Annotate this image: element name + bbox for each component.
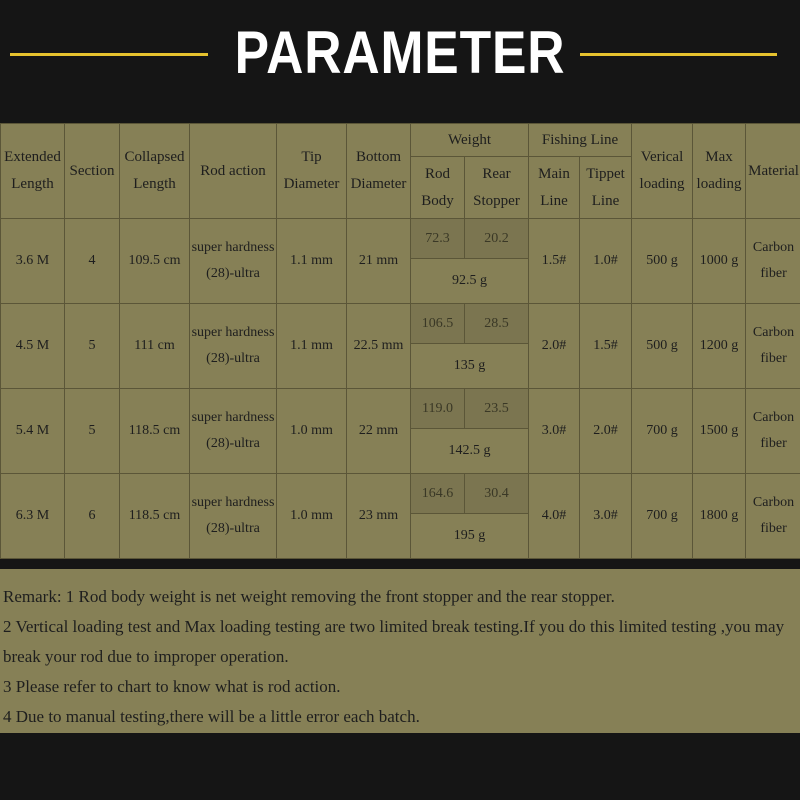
- cell-main-line: 3.0#: [529, 389, 580, 474]
- header-bottom-diameter: Bottom Diameter: [347, 124, 411, 219]
- cell-section: 4: [65, 219, 120, 304]
- cell-main-line: 1.5#: [529, 219, 580, 304]
- cell-main-line: 2.0#: [529, 304, 580, 389]
- cell-vertical-loading: 500 g: [632, 304, 693, 389]
- cell-tip-diameter: 1.1 mm: [277, 304, 347, 389]
- header-rear-stopper: Rear Stopper: [465, 157, 529, 219]
- table-row: [1, 219, 800, 259]
- header-main-line: Main Line: [529, 157, 580, 219]
- cell-max-loading: 1800 g: [693, 474, 746, 559]
- cell-rod-action: super hardness (28)-ultra: [190, 474, 277, 559]
- header-rod-body: Rod Body: [411, 157, 465, 219]
- header-tip-diameter: Tip Diameter: [277, 124, 347, 219]
- cell-material: Carbon fiber: [746, 474, 800, 559]
- header-max-loading: Max loading: [693, 124, 746, 219]
- cell-tip-diameter: 1.0 mm: [277, 474, 347, 559]
- cell-tippet-line: 1.5#: [580, 304, 632, 389]
- cell-rod-body: 164.6: [411, 474, 465, 514]
- header-fishing-line: Fishing Line: [529, 124, 632, 157]
- parameter-table-container: [0, 123, 800, 559]
- remark-line: 4 Due to manual testing,there will be a little error each batch.: [3, 707, 420, 726]
- cell-material: Carbon fiber: [746, 389, 800, 474]
- cell-section: 5: [65, 304, 120, 389]
- cell-tippet-line: 1.0#: [580, 219, 632, 304]
- cell-section: 6: [65, 474, 120, 559]
- cell-rod-action: super hardness (28)-ultra: [190, 304, 277, 389]
- cell-max-loading: 1000 g: [693, 219, 746, 304]
- header-material: Material: [746, 124, 800, 219]
- cell-bottom-diameter: 22.5 mm: [347, 304, 411, 389]
- cell-rear-stopper: 23.5: [465, 389, 529, 429]
- cell-rod-body: 106.5: [411, 304, 465, 344]
- cell-extended-length: 6.3 M: [1, 474, 65, 559]
- cell-vertical-loading: 700 g: [632, 474, 693, 559]
- cell-collapsed-length: 109.5 cm: [120, 219, 190, 304]
- cell-tippet-line: 3.0#: [580, 474, 632, 559]
- remark-line: 3 Please refer to chart to know what is rod action.: [3, 677, 341, 696]
- cell-material: Carbon fiber: [746, 219, 800, 304]
- cell-rear-stopper: 28.5: [465, 304, 529, 344]
- cell-material: Carbon fiber: [746, 304, 800, 389]
- cell-extended-length: 4.5 M: [1, 304, 65, 389]
- cell-max-loading: 1500 g: [693, 389, 746, 474]
- cell-rod-body: 72.3: [411, 219, 465, 259]
- header-weight: Weight: [411, 124, 529, 157]
- cell-tip-diameter: 1.1 mm: [277, 219, 347, 304]
- header-tippet-line: Tippet Line: [580, 157, 632, 219]
- cell-total-weight: 195 g: [411, 514, 529, 559]
- header-collapsed-length: Collapsed Length: [120, 124, 190, 219]
- cell-max-loading: 1200 g: [693, 304, 746, 389]
- remark-line: 2 Vertical loading test and Max loading testing are two limited break testing.If you do this limited testing ,you may break your rod due to improper operation.: [3, 617, 785, 666]
- cell-collapsed-length: 111 cm: [120, 304, 190, 389]
- cell-vertical-loading: 700 g: [632, 389, 693, 474]
- header-vertical-loading: Verical loading: [632, 124, 693, 219]
- cell-extended-length: 3.6 M: [1, 219, 65, 304]
- right-accent-line: [580, 53, 777, 56]
- cell-rod-body: 119.0: [411, 389, 465, 429]
- cell-tip-diameter: 1.0 mm: [277, 389, 347, 474]
- cell-total-weight: 142.5 g: [411, 429, 529, 474]
- parameter-table: [0, 123, 800, 559]
- header-extended-length: Extended Length: [1, 124, 65, 219]
- cell-rear-stopper: 30.4: [465, 474, 529, 514]
- table-row: [1, 474, 800, 514]
- cell-bottom-diameter: 22 mm: [347, 389, 411, 474]
- header-row-top: [1, 124, 800, 157]
- cell-bottom-diameter: 23 mm: [347, 474, 411, 559]
- cell-tippet-line: 2.0#: [580, 389, 632, 474]
- remarks-panel: [0, 569, 800, 733]
- cell-extended-length: 5.4 M: [1, 389, 65, 474]
- cell-rod-action: super hardness (28)-ultra: [190, 219, 277, 304]
- cell-main-line: 4.0#: [529, 474, 580, 559]
- header-rod-action: Rod action: [190, 124, 277, 219]
- cell-total-weight: 92.5 g: [411, 259, 529, 304]
- table-row: [1, 389, 800, 429]
- cell-rod-action: super hardness (28)-ultra: [190, 389, 277, 474]
- page-header: [0, 0, 800, 110]
- page-title: PARAMETER: [234, 19, 566, 86]
- header-section: Section: [65, 124, 120, 219]
- table-row: [1, 304, 800, 344]
- remark-line: Remark: 1 Rod body weight is net weight removing the front stopper and the rear stopper.: [3, 587, 615, 606]
- cell-collapsed-length: 118.5 cm: [120, 389, 190, 474]
- cell-bottom-diameter: 21 mm: [347, 219, 411, 304]
- cell-total-weight: 135 g: [411, 344, 529, 389]
- cell-rear-stopper: 20.2: [465, 219, 529, 259]
- cell-vertical-loading: 500 g: [632, 219, 693, 304]
- cell-collapsed-length: 118.5 cm: [120, 474, 190, 559]
- cell-section: 5: [65, 389, 120, 474]
